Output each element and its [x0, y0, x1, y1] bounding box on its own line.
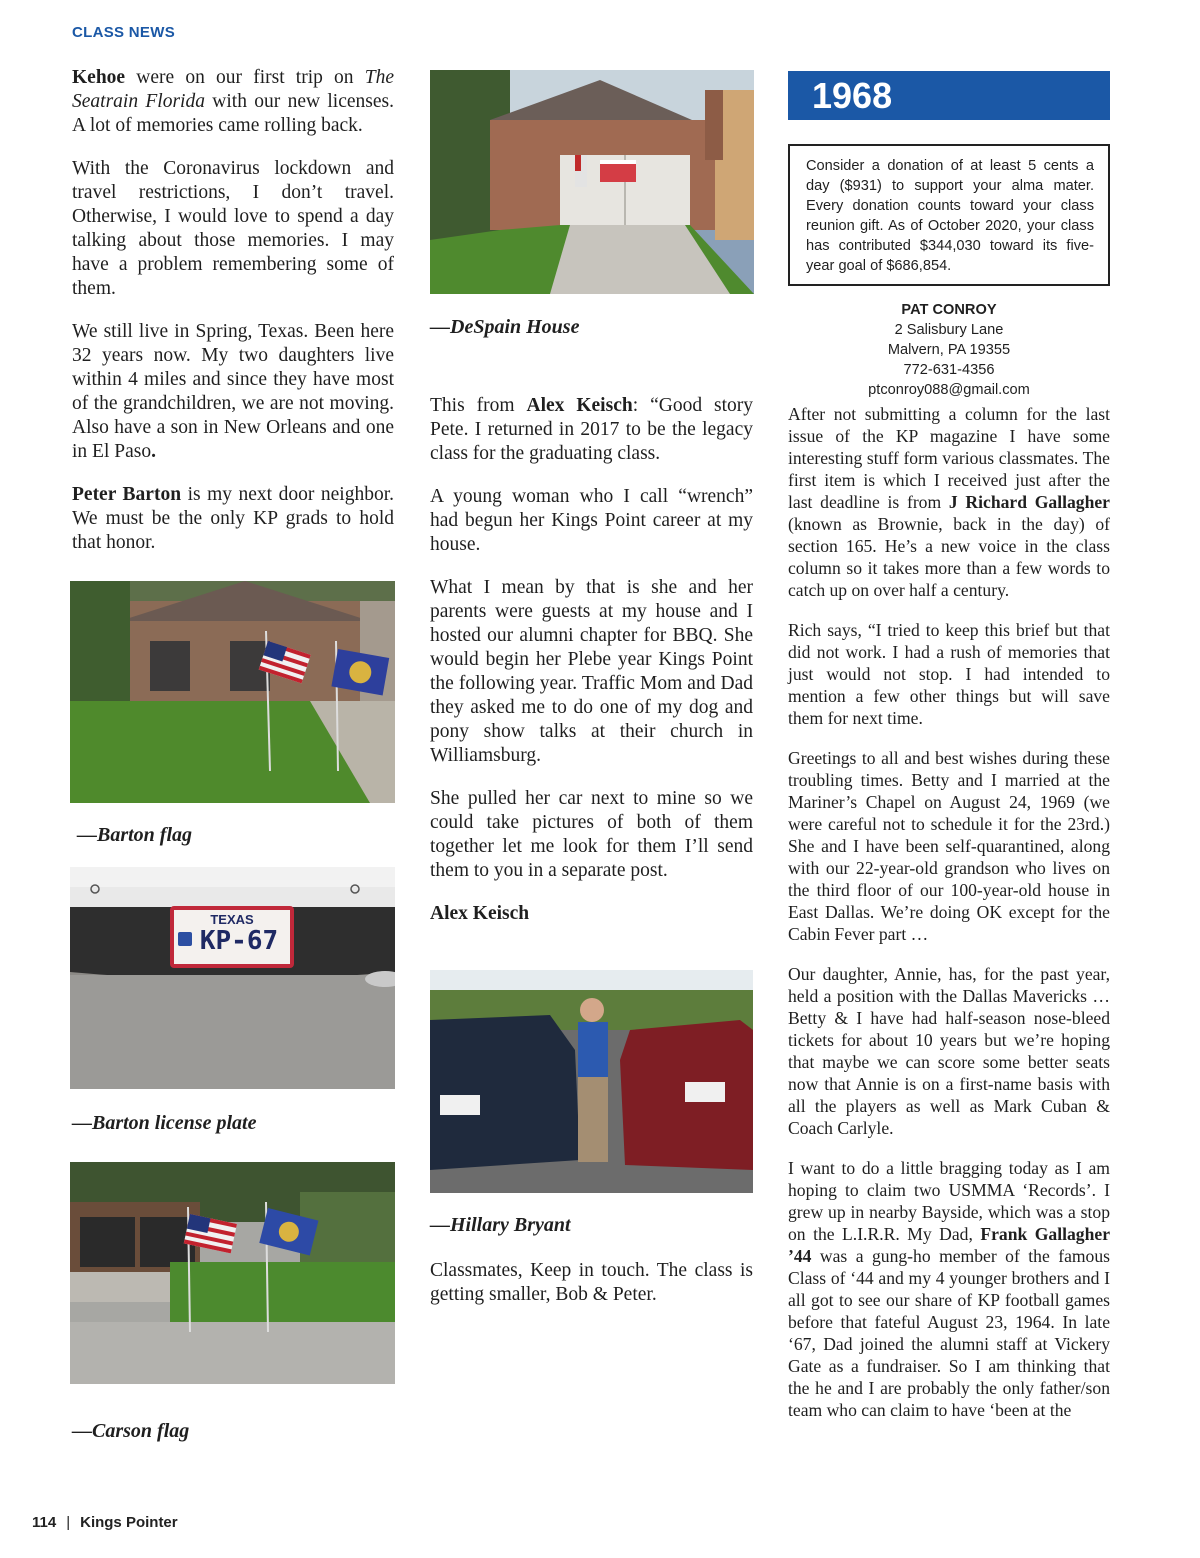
section-header: CLASS NEWS	[72, 24, 176, 41]
paragraph: After not submitting a column for the last issue of the KP magazine I have some interesting stuff form various classmates. The first item is which I received just after the last deadline is from J Richard Gallagher (known as Brownie, back in the day) of section 165. He’s a new voice in the class column so it takes more than a few words to catch up on over half a century.	[788, 404, 1110, 600]
column-right	[788, 403, 1110, 1439]
plate-number: KP-67	[199, 926, 279, 956]
paragraph: Classmates, Keep in touch. The class is getting smaller, Bob & Peter.	[430, 1260, 753, 1305]
contact-phone: 772-631-4356	[903, 362, 995, 378]
paragraph: What I mean by that is she and her parents were guests at my house and I hosted our alumni chapter for BBQ. She would begin her Plebe year Kings Point the following year. Traffic Mom and Dad they asked me to do one of my dog and pony show talks at their church in Williamsburg.	[430, 577, 753, 766]
photo-barton-flag	[70, 581, 395, 803]
bold-name: Peter Barton	[72, 484, 182, 505]
paragraph: I want to do a little bragging today as I am hoping to claim two USMMA ‘Records’. I grew up in nearby Bayside, which was a stop on the L.I.R.R. My Dad, Frank Gallagher ’44 was a gung-ho member of the famous Class of ‘44 and my 4 younger brothers and I all got to see our share of KP football games before that fateful August 23, 1964. In late ‘67, Dad joined the alumni staff at Vickery Gate as a fundraiser. So I am thinking that the he and I are probably the only father/son team who can claim to have ‘been at the	[788, 1158, 1111, 1420]
bold-name: Kehoe	[72, 67, 126, 88]
contact-address-line1: 2 Salisbury Lane	[894, 322, 1004, 338]
contact-email: ptconroy088@gmail.com	[868, 382, 1030, 398]
column-middle-closing	[430, 1259, 753, 1326]
bold-name: Alex Keisch	[526, 395, 633, 416]
footer-separator: |	[66, 1514, 71, 1531]
license-plate	[170, 906, 294, 968]
plate-state: TEXAS	[210, 912, 254, 927]
photo-despain-house	[430, 70, 754, 294]
paragraph: Our daughter, Annie, has, for the past year, held a position with the Dallas Mavericks … Betty & I have had half-season nose-bleed tickets for about 10 years but we’re hoping that maybe we can score some better seats now that Annie is on a first-name basis with all the players as well as Mark Cuban & Coach Carlyle.	[788, 964, 1110, 1138]
paragraph: A young woman who I call “wrench” had begun her Kings Point career at my house.	[430, 486, 753, 555]
paragraph: She pulled her car next to mine so we could take pictures of both of them together let me look for them I’ll send them to you in a separate post.	[430, 788, 753, 881]
class-year-banner: 1968	[788, 71, 1110, 120]
page-number: 114	[32, 1514, 57, 1531]
paragraph: Rich says, “I tried to keep this brief but that did not work. I had a rush of memories that just would not stop. I had intended to mention a few other things but will save them for next time.	[788, 620, 1110, 728]
paragraph: With the Coronavirus lockdown and travel restrictions, I don’t travel. Otherwise, I would love to spend a day talking about those memories. I may have a problem remembering some of them.	[72, 158, 394, 299]
caption-carson-flag: —Carson flag	[72, 1420, 190, 1442]
bold-name: Frank Gallagher ’44	[788, 1224, 1111, 1266]
class-secretary-contact	[788, 300, 1110, 400]
caption-hillary-bryant: —Hillary Bryant	[430, 1214, 571, 1236]
page-footer	[32, 1514, 178, 1531]
magazine-name: Kings Pointer	[80, 1514, 178, 1531]
paragraph: Peter Barton is my next door neighbor. We must be the only KP grads to hold that honor.	[72, 484, 394, 553]
photo-hillary-bryant	[430, 970, 753, 1193]
contact-address-line2: Malvern, PA 19355	[887, 342, 1011, 358]
paragraph: We still live in Spring, Texas. Been here 32 years now. My two daughters live within 4 miles and since they have most of the grandchildren, we are not moving. Also have a son in New Orleans and one in El Paso.	[72, 321, 394, 462]
signature: Alex Keisch	[430, 903, 530, 924]
caption-barton-license-plate: —Barton license plate	[72, 1112, 257, 1134]
donation-box: Consider a donation of at least 5 cents a day ($931) to support your alma mater. Every donation counts toward your class reunion gift. As of October 2020, your class has contributed $344,030 toward its five-year goal of $686,854.	[788, 144, 1110, 286]
paragraph: Greetings to all and best wishes during these troubling times. Betty and I married at the Mariner’s Chapel on August 24, 1969 (we were careful not to schedule it for the 23rd.) She and I have been self-quarantined, along with our 22-year-old grandson who lives on the third floor of our 100-year-old house in East Dallas. We’re doing OK except for the Cabin Fever part …	[788, 748, 1110, 944]
caption-despain-house: —DeSpain House	[430, 316, 580, 338]
photo-barton-license-plate	[70, 867, 395, 1089]
photo-carson-flag	[70, 1162, 395, 1384]
caption-barton-flag: —Barton flag	[77, 824, 193, 846]
column-middle	[430, 394, 753, 945]
paragraph: This from Alex Keisch: “Good story Pete. I returned in 2017 to be the legacy class for the graduating class.	[430, 395, 754, 464]
star-of-life-icon	[178, 932, 192, 946]
ship-name: The Seatrain Florida	[72, 67, 394, 112]
column-left	[72, 66, 394, 574]
bold-name: J Richard Gallagher	[948, 492, 1110, 512]
paragraph: Kehoe were on our first trip on The Seatrain Florida with our new licenses. A lot of memories came rolling back.	[72, 67, 394, 136]
contact-name: PAT CONROY	[901, 302, 997, 318]
